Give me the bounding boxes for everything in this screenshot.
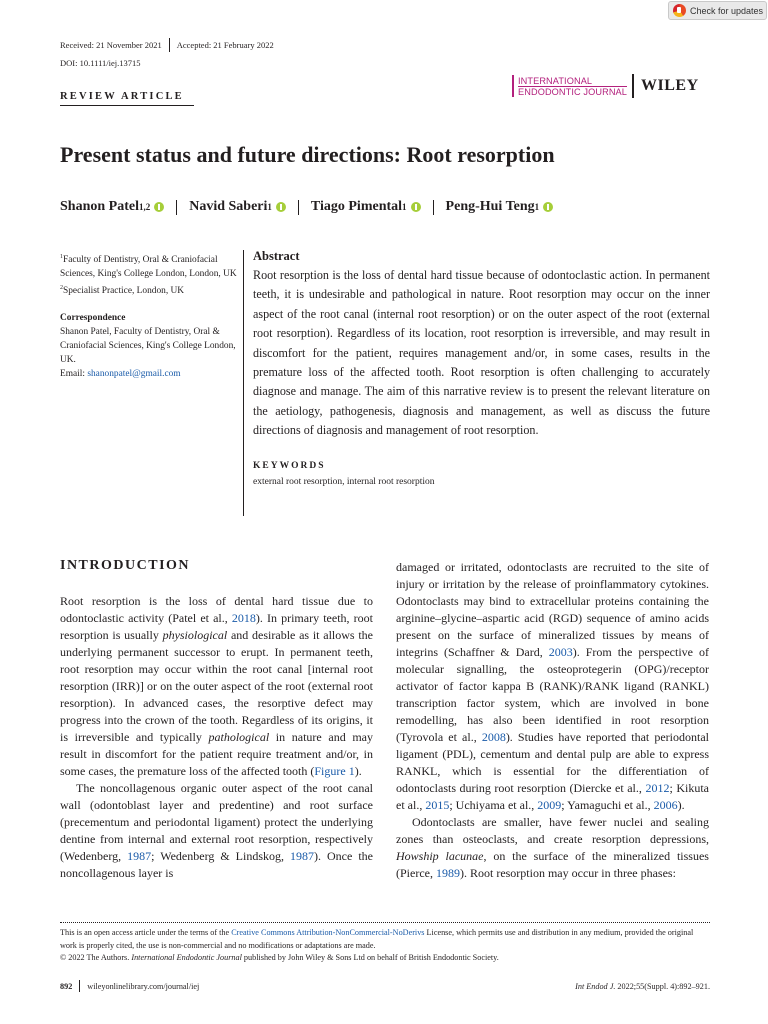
body-column-left (60, 557, 373, 882)
abstract-body: Root resorption is the loss of dental hard tissue because of odontoclastic action. In permanent teeth, it is undesirable and pathological in nature. Root resorption may occur on the inner aspect of the root canal (internal root resorption) or on the outer aspect of the root (external root resorption). Regardless of its location, root resorption is irreversible, and may result in discomfort for the patient, requires management and/or, in some cases, results in the premature loss of the affected tooth. Root resorption is often challenging to accurately diagnose and manage. The aim of this narrative review is to present the relevant literature on the aetiology, pathogenesis, diagnosis and management, as well as discuss the future directions of diagnosis and management of root resorption. (253, 268, 710, 438)
citation-link[interactable]: 2006 (653, 798, 678, 812)
author-divider (176, 200, 177, 215)
figure-link[interactable]: Figure 1 (314, 764, 355, 778)
correspondence-text: Shanon Patel, Faculty of Dentistry, Oral & Craniofacial Sciences, King's College London, UK. (60, 326, 236, 366)
orcid-icon[interactable] (276, 202, 286, 212)
author-affiliation-sup: 1 (267, 202, 272, 212)
abstract-heading: Abstract (253, 249, 300, 263)
date-divider (169, 38, 170, 52)
article-title: Present status and future directions: Root resorption (60, 142, 555, 167)
affiliation-sup: 2 (60, 285, 63, 292)
affiliation-sup: 1 (60, 254, 63, 260)
page-number: 892 (60, 981, 73, 991)
abstract-divider (243, 250, 244, 516)
affiliation (60, 281, 238, 298)
citation-link[interactable]: 2003 (548, 645, 573, 659)
copyright: © 2022 The Authors. International Endodontic Journal published by John Wiley & Sons Ltd on behalf of British Endodontic Society. (60, 953, 499, 962)
citation-link[interactable]: 2009 (537, 798, 562, 812)
author-affiliation-sup: 1,2 (138, 202, 151, 212)
footer-divider (60, 922, 710, 923)
author-list (60, 199, 553, 215)
author-divider (298, 200, 299, 215)
orcid-icon[interactable] (154, 202, 164, 212)
journal-name-line1: INTERNATIONAL (518, 75, 593, 86)
doi: DOI: 10.1111/iej.13715 (60, 58, 141, 68)
author-affiliation-sup: 1 (402, 202, 407, 212)
check-for-updates-label: Check for updates (690, 5, 764, 16)
article-type (60, 91, 194, 106)
author-affiliation-sup: 1 (534, 202, 540, 212)
publisher-logo: WILEY (641, 77, 699, 94)
affiliation-text: Specialist Practice, London, UK (63, 286, 185, 297)
affiliation (60, 250, 238, 281)
paragraph: damaged or irritated, odontoclasts are recruited to the site of injury or irritation by the release of proinflammatory cytokines. Odontoclasts may bind to extracellular proteins containing the arginine–glycine–aspartic acid (RGD) sequence of amino acids present on the surface of mineralized tissues by means of integrins (Schaffner & Dard, 2003). From the perspective of molecular signalling, the osteoprotegerin (OPG)/receptor activator of factor kappa B (RANK)/RANK ligand (RANKL) transcription factor system, which are involved in bone remodelling, has also been identified in root resorption (Tyrovola et al., 2008). Studies have reported that periodontal ligament (PDL), cementum and dental pulp are able to express RANKL, which is essential for the differentiation of odontoclasts during root resorption (Diercke et al., 2012; Kikuta et al., 2015; Uchiyama et al., 2009; Yamaguchi et al., 2006). (396, 560, 709, 812)
journal-name (518, 76, 627, 97)
email-label: Email: (60, 369, 88, 380)
citation-link[interactable]: 1989 (435, 866, 460, 880)
section-heading: INTRODUCTION (60, 558, 191, 573)
correspondence-heading: Correspondence (60, 312, 126, 323)
check-for-updates-button[interactable] (668, 1, 767, 20)
orcid-icon[interactable] (411, 202, 421, 212)
license-link[interactable]: Creative Commons Attribution-NonCommercial-NoDerivs (231, 928, 425, 937)
logo-divider (632, 74, 634, 98)
license-text: This is an open access article under the terms of the Creative Commons Attribution-NonCommercial-NoDerivs License, which permits use and distribution in any medium, provided the original work is properly cited, the use is non-commercial and no modifications or adaptations are made. (60, 928, 694, 950)
paragraph: Root resorption is the loss of dental hard tissue due to odontoclastic activity (Patel et al., 2018). In primary teeth, root resorption is usually physiological and desirable as it allows the underlying permanent successor to erupt. In permanent teeth, root resorption may occur within the root canal [internal root resorption (IRR)] or on the outer aspect of the root (external root resorption). In advanced cases, the resorptive defect may progress into the crown of the tooth. Regardless of its origins, it is irreversible and typically pathological in nature and may result in discomfort for the patient require treatment and/or, in some cases, the premature loss of the affected tooth (Figure 1). (60, 594, 373, 778)
citation-link[interactable]: 2008 (481, 730, 506, 744)
journal-url[interactable]: wileyonlinelibrary.com/journal/iej (87, 981, 200, 991)
abstract (253, 249, 710, 487)
body-column-right (396, 559, 709, 882)
author-name[interactable]: Navid Saberi (189, 199, 268, 214)
author-name[interactable]: Peng-Hui Teng (445, 199, 535, 214)
author-name[interactable]: Tiago Pimental (310, 199, 403, 214)
affiliation-text: Faculty of Dentistry, Oral & Craniofacial Sciences, King's College London, London, UK (60, 255, 237, 280)
article-type-underline (60, 105, 194, 106)
accepted-date: Accepted: 21 February 2022 (176, 40, 274, 50)
citation-link[interactable]: 2012 (645, 781, 670, 795)
citation-link[interactable]: 2018 (231, 611, 256, 625)
journal-logo[interactable] (512, 74, 699, 98)
keywords: external root resorption, internal root resorption (253, 476, 435, 487)
journal-logo-bar (512, 75, 514, 97)
footer-separator (79, 980, 80, 992)
crossmark-icon (673, 4, 686, 17)
page-footer (60, 980, 710, 992)
author-name[interactable]: Shanon Patel (60, 199, 139, 214)
article-type-label: REVIEW ARTICLE (60, 91, 184, 102)
citation-link[interactable]: 2015 (425, 798, 450, 812)
journal-name-line2: ENDODONTIC JOURNAL (518, 86, 627, 97)
orcid-icon[interactable] (543, 202, 553, 212)
article-dates (60, 38, 274, 52)
keywords-heading: KEYWORDS (253, 460, 326, 471)
journal-citation: Int Endod J. 2022;55(Suppl. 4):892–921. (575, 981, 710, 991)
citation-link[interactable]: 1987 (127, 849, 152, 863)
citation-link[interactable]: 1987 (290, 849, 315, 863)
author-divider (433, 200, 434, 215)
paragraph: The noncollagenous organic outer aspect of the root canal wall (odontoblast layer and predentine) and root surface (precementum and periodontal ligament) protect the underlying dentine from internal and external root resorption, respectively (Wedenberg, 1987; Wedenberg & Lindskog, 1987). Once the noncollagenous layer is (60, 781, 373, 880)
affiliations-panel (60, 250, 238, 382)
license-notice (60, 927, 710, 965)
correspondence-email (60, 367, 238, 381)
received-date: Received: 21 November 2021 (60, 40, 162, 50)
email-link[interactable]: shanonpatel@gmail.com (87, 369, 181, 380)
paragraph: Odontoclasts are smaller, have fewer nuclei and sealing zones than osteoclasts, and create resorption depressions, Howship lacunae, on the surface of the mineralized tissues (Pierce, 1989). Root resorption may occur in three phases: (396, 815, 709, 880)
